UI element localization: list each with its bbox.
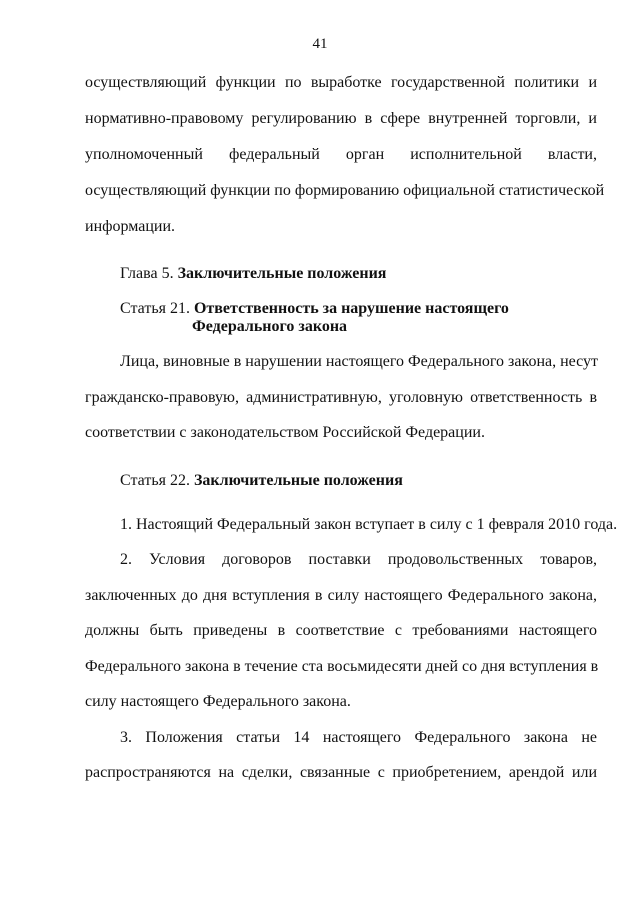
article-22-prefix: Статья 22.	[120, 472, 194, 489]
text-line: 3. Положения статьи 14 настоящего Федерального закона не	[120, 729, 597, 746]
text-line: должны быть приведены в соответствие с требованиями настоящего	[85, 622, 597, 639]
text-line: распространяются на сделки, связанные с приобретением, арендой или	[85, 764, 597, 781]
chapter-prefix: Глава 5.	[120, 265, 178, 282]
text-line: Федерального закона в течение ста восьмидесяти дней со дня вступления в	[85, 658, 599, 675]
text-line: нормативно-правовому регулированию в сфере внутренней торговли, и	[85, 110, 597, 127]
text-line: 1. Настоящий Федеральный закон вступает в силу с 1 февраля 2010 года.	[120, 516, 618, 533]
text-line: Лица, виновные в нарушении настоящего Федерального закона, несут	[120, 353, 599, 370]
text-line: заключенных до дня вступления в силу настоящего Федерального закона,	[85, 587, 597, 604]
text-line: гражданско-правовую, административную, уголовную ответственность в	[85, 389, 597, 406]
article-21-heading-cont	[192, 316, 597, 338]
text-line: 2. Условия договоров поставки продовольственных товаров,	[120, 551, 597, 568]
text-line: информации.	[85, 218, 176, 235]
text-line: осуществляющий функции по формированию официальной статистической	[85, 182, 605, 199]
article-22-title: Заключительные положения	[193, 472, 403, 489]
chapter-heading	[120, 263, 597, 285]
article-21-title: Ответственность за нарушение настоящего	[193, 300, 509, 317]
article-21-title-cont: Федерального закона	[192, 318, 348, 335]
chapter-title: Заключительные положения	[177, 265, 387, 282]
article-22-heading	[120, 470, 597, 492]
text-line: силу настоящего Федерального закона.	[85, 693, 351, 710]
article-21-prefix: Статья 21.	[120, 300, 194, 317]
page-number: 41	[312, 36, 328, 52]
text-line: уполномоченный федеральный орган исполнительной власти,	[85, 146, 597, 163]
text-line: соответствии с законодательством Российской Федерации.	[85, 424, 485, 441]
text-line: осуществляющий функции по выработке государственной политики и	[85, 74, 597, 91]
